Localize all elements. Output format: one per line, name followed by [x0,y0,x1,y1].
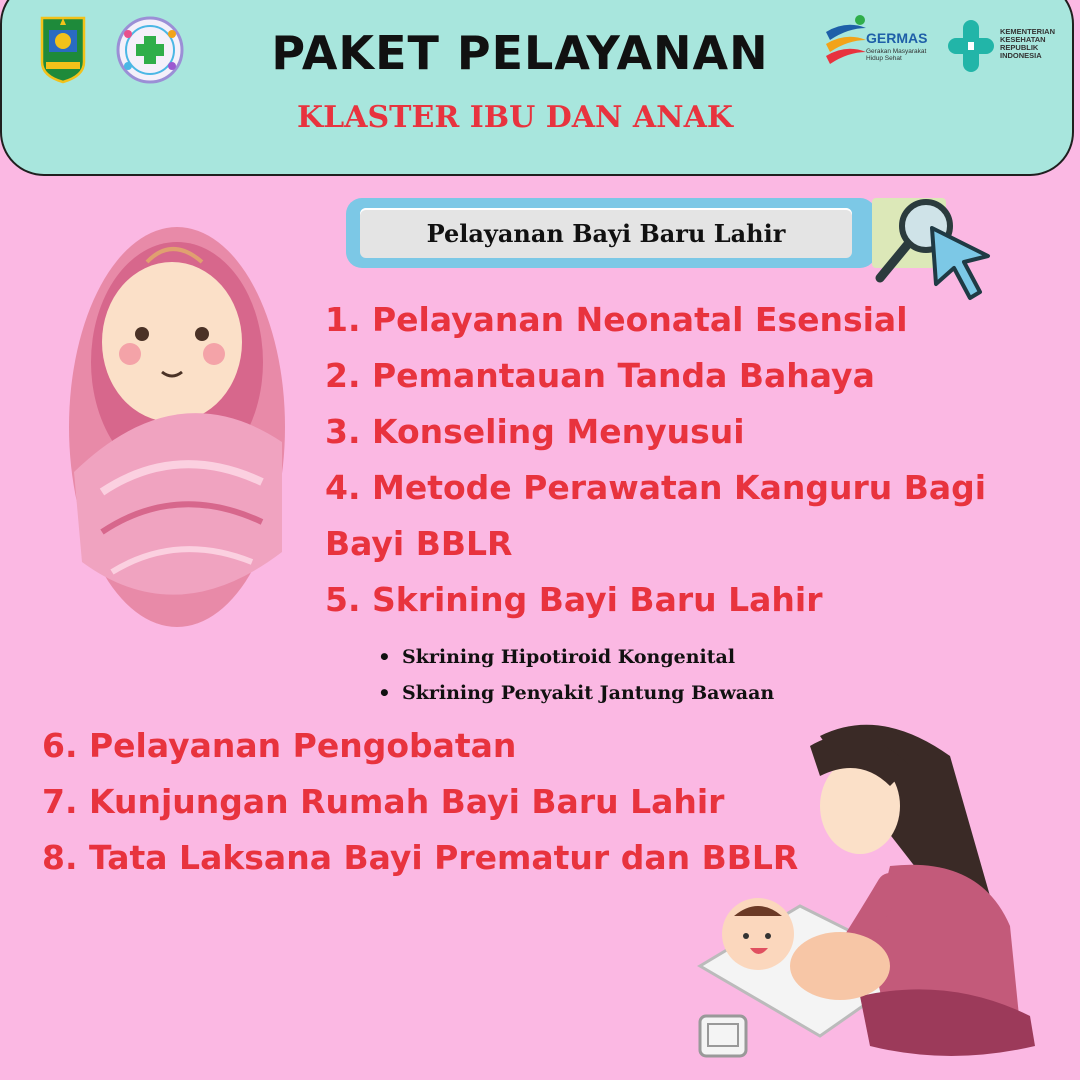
service-item-4: 4. Metode Perawatan Kanguru Bagi [325,468,987,507]
service-item-8: 8. Tata Laksana Bayi Prematur dan BBLR [42,838,799,877]
service-item-5: 5. Skrining Bayi Baru Lahir [325,580,823,619]
service-item-7: 7. Kunjungan Rumah Bayi Baru Lahir [42,782,725,821]
regency-emblem-icon [38,14,88,84]
search-label: Pelayanan Bayi Baru Lahir [426,219,786,248]
mother-changing-diaper-icon [690,716,1070,1076]
cursor-arrow-icon [926,222,996,302]
service-item-2: 2. Pemantauan Tanda Bahaya [325,356,875,395]
service-item-1: 1. Pelayanan Neonatal Esensial [325,300,908,339]
sub-item-heart-disease: • Skrining Penyakit Jantung Bawaan [402,682,774,704]
page-subtitle: KLASTER IBU DAN ANAK [297,100,733,135]
service-item-6: 6. Pelayanan Pengobatan [42,726,517,765]
sub-item-hypothyroid: • Skrining Hipotiroid Kongenital [402,646,735,668]
germas-logo-icon [820,14,870,72]
kemenkes-text: KEMENTERIAN KESEHATAN REPUBLIK INDONESIA [1000,27,1056,60]
service-item-3: 3. Konseling Menyusui [325,412,745,451]
kemenkes-logo-icon [946,18,996,74]
germas-subtitle: Gerakan Masyarakat Hidup Sehat [866,48,927,62]
service-item-4-cont: Bayi BBLR [325,524,513,563]
swaddled-baby-icon [62,222,292,632]
page-title: PAKET PELAYANAN [271,26,769,80]
health-center-logo-icon [114,14,186,86]
germas-name: GERMAS [866,30,928,46]
